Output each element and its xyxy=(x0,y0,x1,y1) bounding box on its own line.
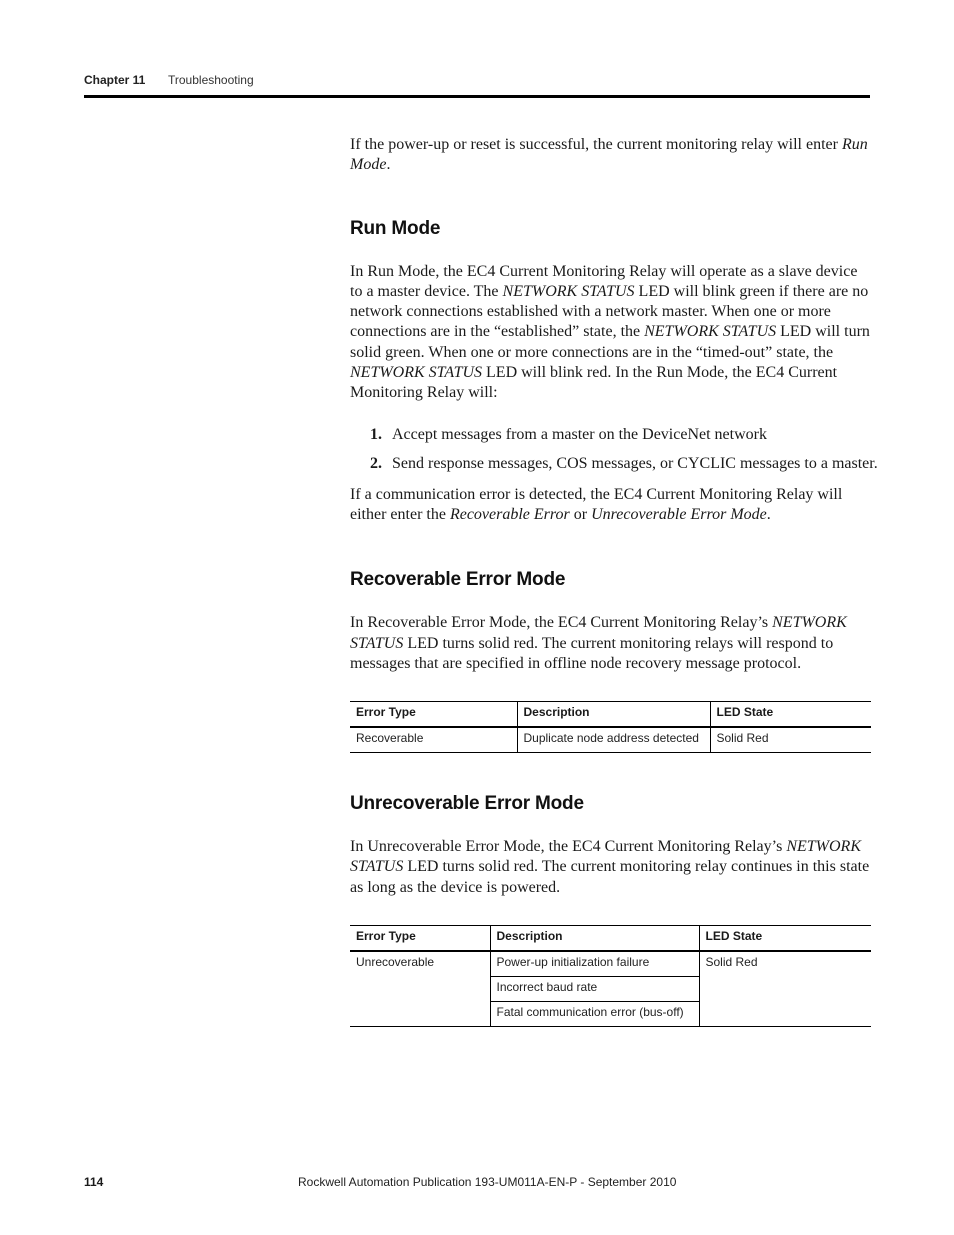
unrecoverable-error-table xyxy=(350,925,871,1027)
run-mode-heading: Run Mode xyxy=(350,217,441,239)
list-item: 1. Accept messages from a master on the DeviceNet network xyxy=(370,425,767,443)
table-cell: Recoverable xyxy=(350,727,517,753)
table-row xyxy=(350,727,871,753)
table-cell: Power-up initialization failure xyxy=(490,951,699,977)
table-cell: Duplicate node address detected xyxy=(517,727,710,753)
recoverable-error-heading: Recoverable Error Mode xyxy=(350,569,566,591)
list-item: 2. Send response messages, COS messages, or CYCLIC messages to a master. xyxy=(370,454,878,472)
column-header: Error Type xyxy=(350,926,490,952)
recoverable-error-paragraph: In Recoverable Error Mode, the EC4 Current Monitoring Relay’s NETWORK STATUS LED turns solid red. The current monitoring relays will respond to messages that are specified in offline node recovery message protocol. xyxy=(350,614,847,672)
header-rule xyxy=(84,95,870,98)
recoverable-error-table xyxy=(350,701,871,753)
column-header: Description xyxy=(490,926,699,952)
unrecoverable-error-heading: Unrecoverable Error Mode xyxy=(350,793,584,815)
table-cell: Fatal communication error (bus-off) xyxy=(490,1002,699,1027)
intro-paragraph: If the power-up or reset is successful, the current monitoring relay will enter Run Mode. xyxy=(350,136,868,174)
page-number: 114 xyxy=(84,1175,104,1189)
column-header: Description xyxy=(517,702,710,728)
chapter-label: Chapter 11 xyxy=(84,73,146,87)
column-header: Error Type xyxy=(350,702,517,728)
publication-info: Rockwell Automation Publication 193-UM011A-EN-P - September 2010 xyxy=(298,1175,677,1189)
communication-error-paragraph: If a communication error is detected, the EC4 Current Monitoring Relay will either enter the Recoverable Error or Unrecoverable Error Mode. xyxy=(350,485,843,523)
column-header: LED State xyxy=(699,926,871,952)
column-header: LED State xyxy=(710,702,871,728)
unrecoverable-error-paragraph: In Unrecoverable Error Mode, the EC4 Current Monitoring Relay’s NETWORK STATUS LED turns solid red. The current monitoring relay continues in this state as long as the device is powered. xyxy=(350,838,870,896)
run-mode-term: Run Mode xyxy=(350,136,868,174)
run-mode-steps xyxy=(350,425,878,474)
table-cell: Unrecoverable xyxy=(350,951,490,1027)
run-mode-paragraph: In Run Mode, the EC4 Current Monitoring Relay will operate as a slave device to a master device. The NETWORK STATUS LED will blink green if there are no network connections established with a network master. When one or more connections are in the “established” state, the NETWORK STATUS LED will turn solid green. When one or more connections are in the “timed-out” state, the NETWORK STATUS LED will blink red. In the Run Mode, the EC4 Current Monitoring Relay will: xyxy=(350,262,870,402)
table-cell: Solid Red xyxy=(699,951,871,1027)
main-content xyxy=(350,135,878,1027)
table-row xyxy=(350,951,871,977)
table-cell: Solid Red xyxy=(710,727,871,753)
section-label: Troubleshooting xyxy=(168,73,254,87)
page-header xyxy=(84,73,870,99)
table-cell: Incorrect baud rate xyxy=(490,977,699,1002)
